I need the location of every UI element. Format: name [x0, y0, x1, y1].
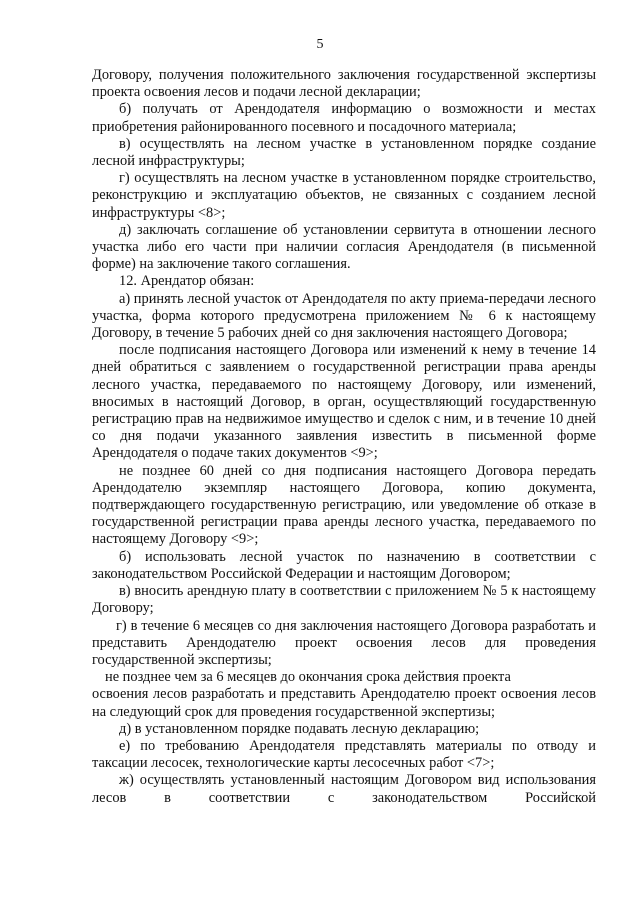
- paragraph-item-v: в) осуществлять на лесном участке в установленном порядке создание лесной инфраструктуры;: [92, 135, 596, 170]
- paragraph-transfer-copy: не позднее 60 дней со дня подписания настоящего Договора передать Арендодателю экземпляр настоящего Договора, копию документа, подтверждающего государственную регистрацию, или уведомление об отказе в государственной регистрации права аренды лесного участка, передаваемого по настоящему Договору <9>;: [92, 462, 596, 548]
- paragraph-item-d: д) заключать соглашение об установлении сервитута в отношении лесного участка либо его части при наличии согласия Арендодателя (в письменной форме) на заключение такого соглашения.: [92, 221, 596, 273]
- paragraph-item-e: е) по требованию Арендодателя представлять материалы по отводу и таксации лесосек, технологические карты лесосечных работ <7>;: [92, 737, 596, 772]
- paragraph-item-d2: д) в установленном порядке подавать лесную декларацию;: [119, 720, 480, 737]
- page-number: 5: [316, 37, 324, 52]
- document-body: [92, 67, 596, 807]
- section-heading-12: 12. Арендатор обязан:: [119, 273, 255, 290]
- paragraph-item-a: а) принять лесной участок от Арендодателя по акту приема-передачи лесного участка, форма которого предусмотрена приложением № 6 к настоящему Договору, в течение 5 рабочих дней со дня заключения настоящего Договора;: [92, 290, 596, 342]
- paragraph-item-v2: в) вносить арендную плату в соответствии с приложением № 5 к настоящему Договору;: [92, 583, 596, 617]
- paragraph-item-zh: ж) осуществлять установленный настоящим Договором вид использования лесов в соответствии с законодательством Российской: [92, 772, 596, 806]
- paragraph-continuation: Договору, получения положительного заключения государственной экспертизы проекта освоения лесов и подачи лесной декларации;: [92, 67, 596, 101]
- paragraph-item-g: г) осуществлять на лесном участке в установленном порядке строительство, реконструкцию и эксплуатацию объектов, не связанных с созданием лесной инфраструктуры <8>;: [92, 170, 596, 221]
- paragraph-item-g2: г) в течение 6 месяцев со дня заключения настоящего Договора разработать и представить Арендодателю проект освоения лесов для проведения государственной экспертизы;: [92, 617, 596, 668]
- paragraph-item-b2: б) использовать лесной участок по назначению в соответствии с законодательством Российской Федерации и настоящим Договором;: [92, 548, 596, 582]
- paragraph-registration: после подписания настоящего Договора или изменений к нему в течение 14 дней обратиться с заявлением о государственной регистрации права аренды лесного участка, передаваемого по настоящему Договору, или изменений, вносимых в настоящий Договор, в орган, осуществляющий государственную регистрацию прав на недвижимое имущество и сделок с ним, и в течение 10 дней со дня подачи указанного заявления известить в письменной форме Арендодателя о подаче таких документов <9>;: [92, 342, 596, 462]
- paragraph-item-b: б) получать от Арендодателя информацию о возможности и местах приобретения районированного посевного и посадочного материала;: [92, 101, 596, 135]
- paragraph-project-renewal: не позднее чем за 6 месяцев до окончания срока действия проекта освоения лесов разработать и представить Арендодателю проект освоения лесов на следующий срок для проведения государственной экспертизы;: [92, 669, 596, 720]
